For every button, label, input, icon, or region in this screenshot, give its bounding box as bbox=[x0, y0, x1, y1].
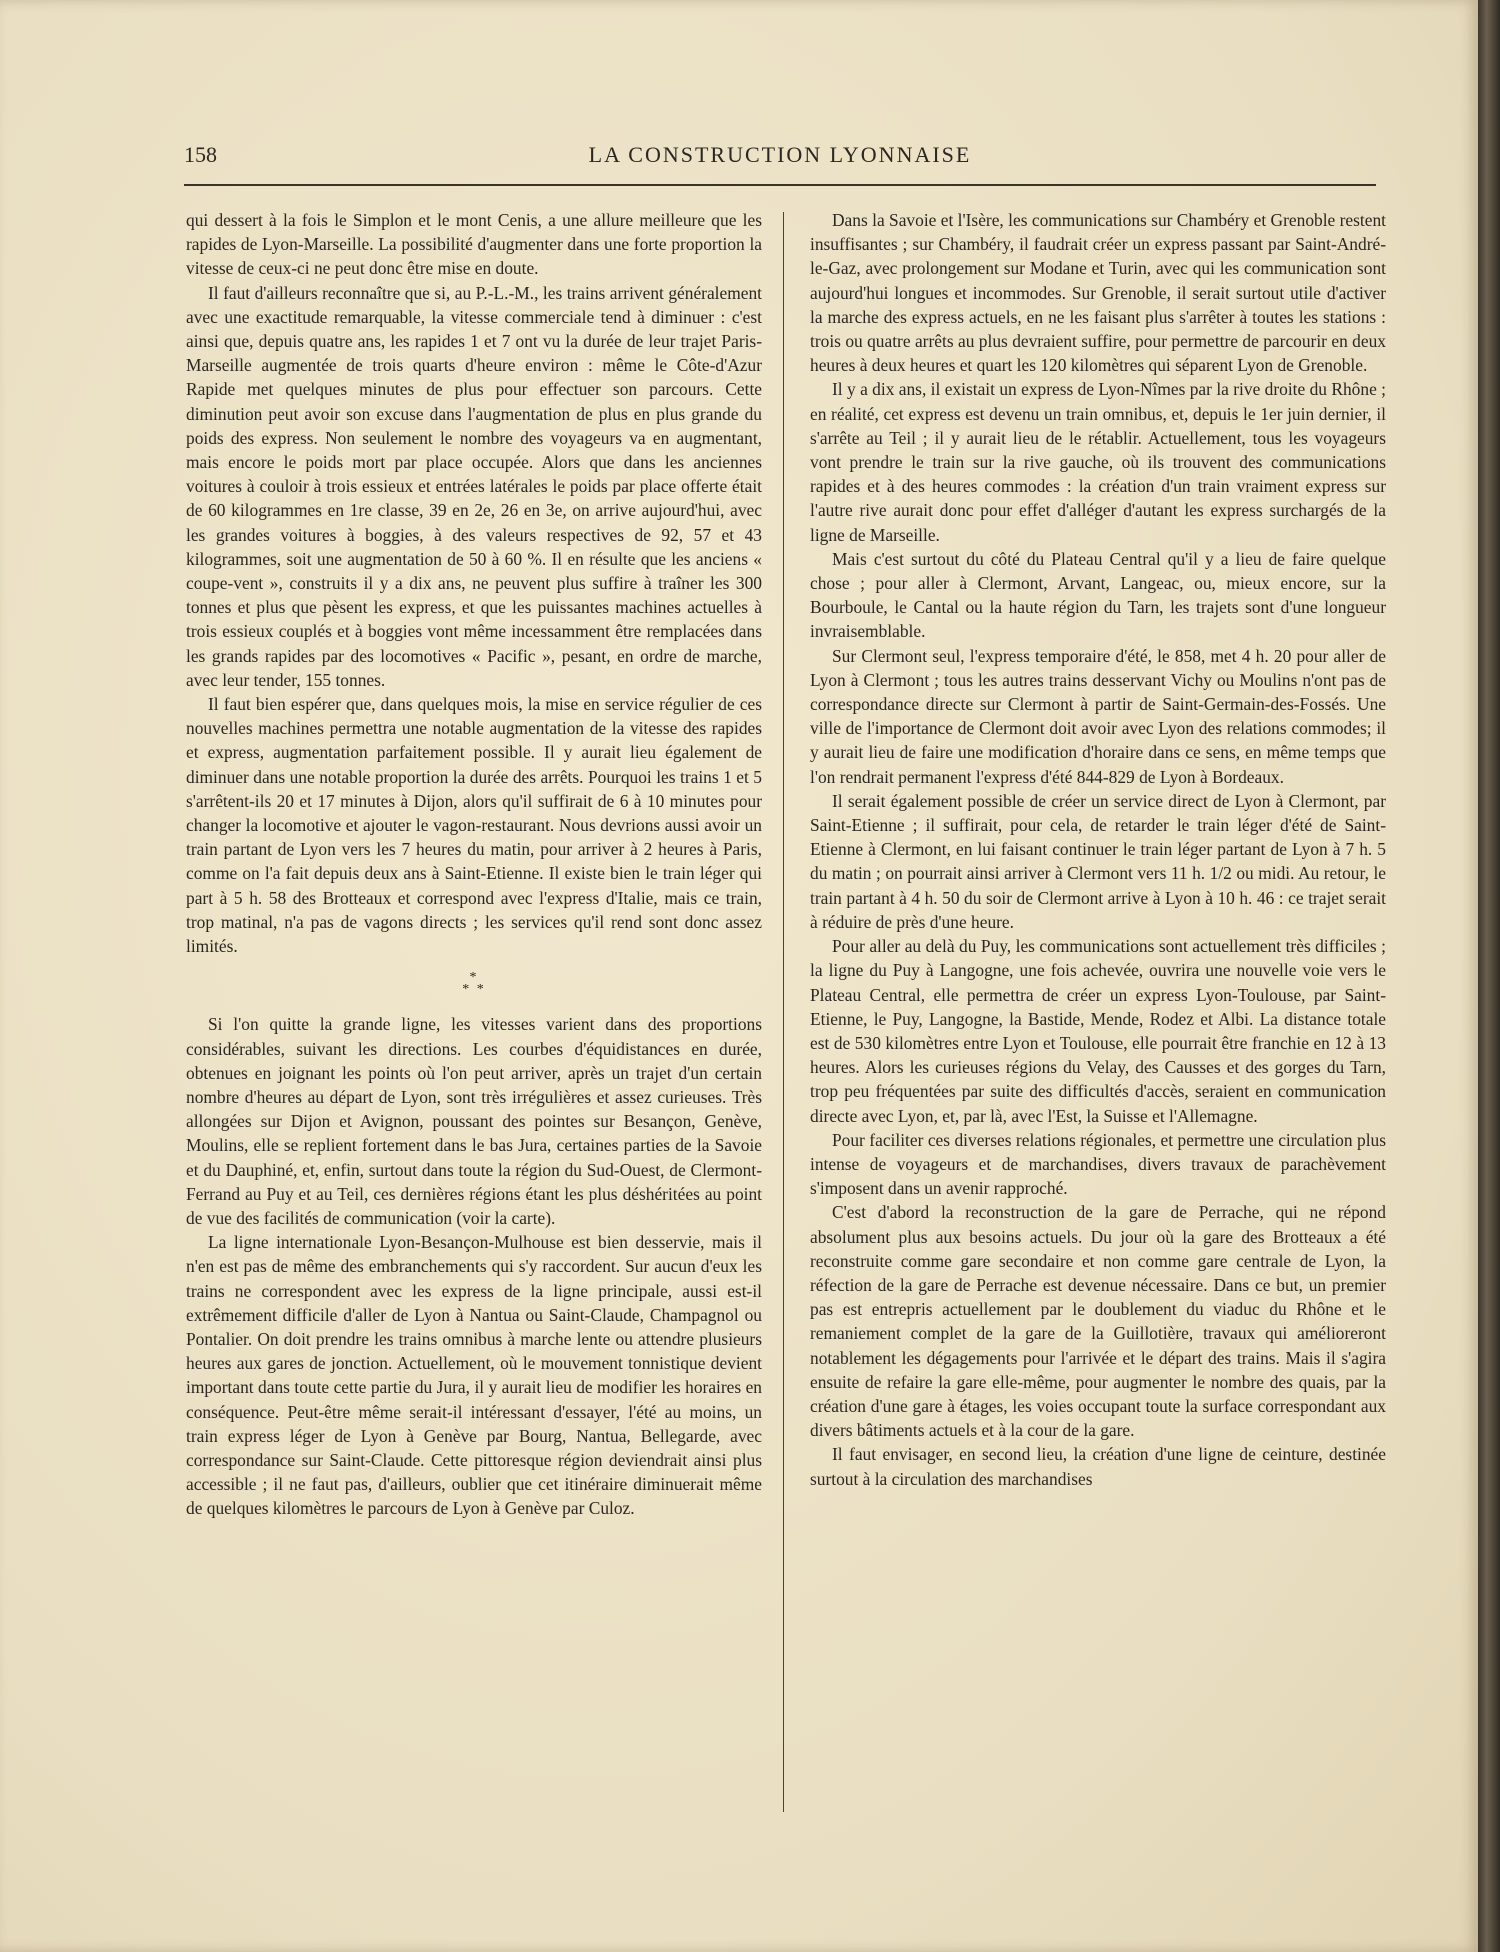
paragraph: Il faut envisager, en second lieu, la création d'une ligne de ceinture, destinée surtout à la circulation des marchandises bbox=[810, 1444, 1386, 1489]
paragraph: Si l'on quitte la grande ligne, les vitesses varient dans des proportions considérables, suivant les directions. Les courbes d'équidistances en durée, obtenues en joignant les points où l'on peut arriver, après un trajet d'un certain nombre d'heures au départ de Lyon, sont très irrégulières et assez curieuses. Très allongées sur Dijon et Avignon, poussant des pointes sur Besançon, Genève, Moulins, elle se replient fortement dans le bas Jura, certaines parties de la Savoie et du Dauphiné, et, enfin, surtout dans toute la région du Sud-Ouest, de Clermont-Ferrand au Puy et au Teil, ces dernières régions étant les plus déshéritées au point de vue des facilités de communication (voir la carte). bbox=[186, 1014, 762, 1228]
paragraph: Il faut bien espérer que, dans quelques mois, la mise en service régulier de ces nouvelles machines permettra une notable augmentation de la vitesse des rapides et express, augmentation parfaitement possible. Il y aurait lieu également de diminuer dans une notable proportion la durée des arrêts. Pourquoi les trains 1 et 5 s'arrêtent-ils 20 et 17 minutes à Dijon, alors qu'il suffirait de 6 à 10 minutes pour changer la locomotive et ajouter le vagon-restaurant. Nous devrions aussi avoir un train partant de Lyon vers les 7 heures du matin, pour arriver à 2 heures à Paris, comme on l'a fait depuis deux ans à Saint-Etienne. Il existe bien le train léger qui part à 5 h. 58 des Brotteaux et correspond avec l'express d'Italie, mais ce train, trop matinal, n'a pas de vagons directs ; les services qu'il rend sont donc assez limités. bbox=[186, 694, 762, 957]
paragraph: Il y a dix ans, il existait un express de Lyon-Nîmes par la rive droite du Rhône ; en réalité, cet express est devenu un train omnibus, et, depuis le 1er juin dernier, il s'arrête au Teil ; il y aurait lieu de le rétablir. Actuellement, tous les voyageurs vont prendre le train sur la rive gauche, où ils trouvent des communications rapides et à des heures commodes : la création d'un train vraiment express sur l'autre rive aurait donc pour effet d'alléger d'autant les express surchargés de la ligne de Marseille. bbox=[810, 379, 1386, 545]
paragraph: qui dessert à la fois le Simplon et le mont Cenis, a une allure meilleure que les rapides de Lyon-Marseille. La possibilité d'augmenter dans une forte proportion la vitesse de ceux-ci ne peut donc être mise en doute. bbox=[186, 210, 762, 279]
paragraph: La ligne internationale Lyon-Besançon-Mulhouse est bien desservie, mais il n'en est pas de même des embranchements qui s'y raccordent. Sur aucun d'eux les trains ne correspondent avec les express de la ligne principale, aussi est-il extrêmement difficile d'aller de Lyon à Nantua ou Saint-Claude, Champagnol ou Pontalier. On doit prendre les trains omnibus à marche lente ou attendre plusieurs heures aux gares de jonction. Actuellement, où le mouvement tonnistique devient important dans toute cette partie du Jura, il y aurait lieu de modifier les horaires en conséquence. Peut-être même serait-il intéressant d'essayer, l'été au moins, un train express léger de Lyon à Genève par Bourg, Nantua, Bellegarde, avec correspondance sur Saint-Claude. Cette pittoresque région deviendrait ainsi plus accessible ; il ne faut pas, d'ailleurs, oublier que cet itinéraire diminuerait même de quelques kilomètres le parcours de Lyon à Genève par Culoz. bbox=[186, 1232, 762, 1519]
paragraph: Dans la Savoie et l'Isère, les communications sur Chambéry et Grenoble restent insuffisantes ; sur Chambéry, il faudrait créer un express passant par Saint-André-le-Gaz, avec prolongement sur Modane et Turin, avec qui les communication sont aujourd'hui longues et incommodes. Sur Grenoble, il serait surtout utile d'activer la marche des express actuels, en ne les faisant plus s'arrêter à toutes les stations : trois ou quatre arrêts au plus devraient suffire, pour permettre de parcourir en deux heures à deux heures et quart les 120 kilomètres qui séparent Lyon de Grenoble. bbox=[810, 210, 1386, 376]
right-column bbox=[810, 208, 1386, 1491]
separator-star-top: * bbox=[469, 970, 479, 986]
paragraph: C'est d'abord la reconstruction de la gare de Perrache, qui ne répond absolument plus aux besoins actuels. Du jour où la gare des Brotteaux a été reconstruite comme gare secondaire et non comme gare centrale de Lyon, la réfection de la gare de Perrache est devenue nécessaire. Dans ce but, un premier pas est entrepris actuellement par le doublement du viaduc du Rhône et le remaniement complet de la gare de la Guillotière, travaux qui amélioreront notablement les dégagements pour l'arrivée et le départ des trains. Mais il s'agira ensuite de refaire la gare elle-même, pour augmenter le nombre des quais, par la création d'une gare à étages, les voies occupant toute la surface correspondant aux divers bâtiments actuels et à la cour de la gare. bbox=[810, 1202, 1386, 1441]
page-number: 158 bbox=[184, 142, 217, 167]
paragraph: Il faut d'ailleurs reconnaître que si, au P.-L.-M., les trains arrivent généralement avec une exactitude remarquable, la vitesse commerciale tend à diminuer : c'est ainsi que, depuis quatre ans, les rapides 1 et 7 ont vu la durée de leur trajet Paris-Marseille augmentée de trois quarts d'heure environ : même le Côte-d'Azur Rapide met quelques minutes de plus pour effectuer son parcours. Cette diminution peut avoir son excuse dans l'augmentation de plus en plus grande du poids des express. Non seulement le nombre des voyageurs va en augmentant, mais encore le poids mort par place occupée. Alors que dans les anciennes voitures à couloir à trois essieux et entrées latérales le poids par place offerte était de 60 kilogrammes en 1re classe, 39 en 2e, 26 en 3e, on arrive aujourd'hui, avec les grandes voitures à boggies, à des valeurs respectives de 92, 57 et 43 kilogrammes, soit une augmentation de 50 à 60 %. Il en résulte que les anciens « coupe-vent », construits il y a dix ans, ne peuvent plus suffire à traîner les 300 tonnes et plus que pèsent les express, et que les puissantes machines actuelles à trois essieux couplés et à boggies vont même incessamment être remplacées dans les grands rapides par des locomotives « Pacific », pesant, en ordre de marche, avec leur tender, 155 tonnes. bbox=[186, 282, 762, 690]
column-divider bbox=[783, 212, 784, 1812]
section-separator bbox=[186, 972, 762, 996]
left-column bbox=[186, 208, 762, 1521]
running-title: LA CONSTRUCTION LYONNAISE bbox=[588, 142, 972, 167]
separator-stars-bottom: * * bbox=[462, 982, 486, 998]
page-header bbox=[184, 138, 1376, 178]
paragraph: Il serait également possible de créer un service direct de Lyon à Clermont, par Saint-Etienne ; il suffirait, pour cela, de retarder le train léger d'été de Saint-Etienne à Clermont, en lui faisant continuer le train léger partant de Lyon à 7 h. 5 du matin ; on pourrait ainsi arriver à Clermont vers 11 h. 1/2 ou midi. Au retour, le train partant à 4 h. 50 du soir de Clermont arrive à Lyon à 10 h. 46 : ce trajet serait à réduire de près d'une heure. bbox=[810, 790, 1386, 932]
paragraph: Mais c'est surtout du côté du Plateau Central qu'il y a lieu de faire quelque chose ; pour aller à Clermont, Arvant, Langeac, ou, mieux encore, sur la Bourboule, le Cantal ou la haute région du Tarn, les trajets sont d'une longueur invraisemblable. bbox=[810, 548, 1386, 642]
header-rule bbox=[184, 184, 1376, 186]
paragraph: Pour aller au delà du Puy, les communications sont actuellement très difficiles ; la ligne du Puy à Langogne, une fois achevée, ouvrira une nouvelle voie vers le Plateau Central, elle permettra de créer un express Lyon-Toulouse, par Saint-Etienne, le Puy, Langogne, la Bastide, Mende, Rodez et Albi. La distance totale est de 530 kilomètres entre Lyon et Toulouse, elle pourrait être franchie en 12 à 13 heures. Alors les curieuses régions du Velay, des Causses et des gorges du Tarn, trop peu fréquentées par suite des difficultés d'accès, seraient en communication directe avec Lyon, et, par là, avec l'Est, la Suisse et l'Allemagne. bbox=[810, 936, 1386, 1126]
paragraph: Pour faciliter ces diverses relations régionales, et permettre une circulation plus intense de voyageurs et de marchandises, divers travaux de parachèvement s'imposent dans un avenir rapproché. bbox=[810, 1129, 1386, 1199]
book-spine-edge bbox=[1478, 0, 1500, 1952]
paragraph: Sur Clermont seul, l'express temporaire d'été, le 858, met 4 h. 20 pour aller de Lyon à Clermont ; tous les autres trains desservant Vichy ou Moulins n'ont pas de correspondance directe sur Clermont à partir de Saint-Germain-des-Fossés. Une ville de l'importance de Clermont doit avoir avec Lyon des relations commodes; il y aurait lieu de faire une modification d'horaire dans ce sens, en même temps que l'on rendrait permanent l'express d'été 844-829 de Lyon à Bordeaux. bbox=[810, 645, 1386, 787]
